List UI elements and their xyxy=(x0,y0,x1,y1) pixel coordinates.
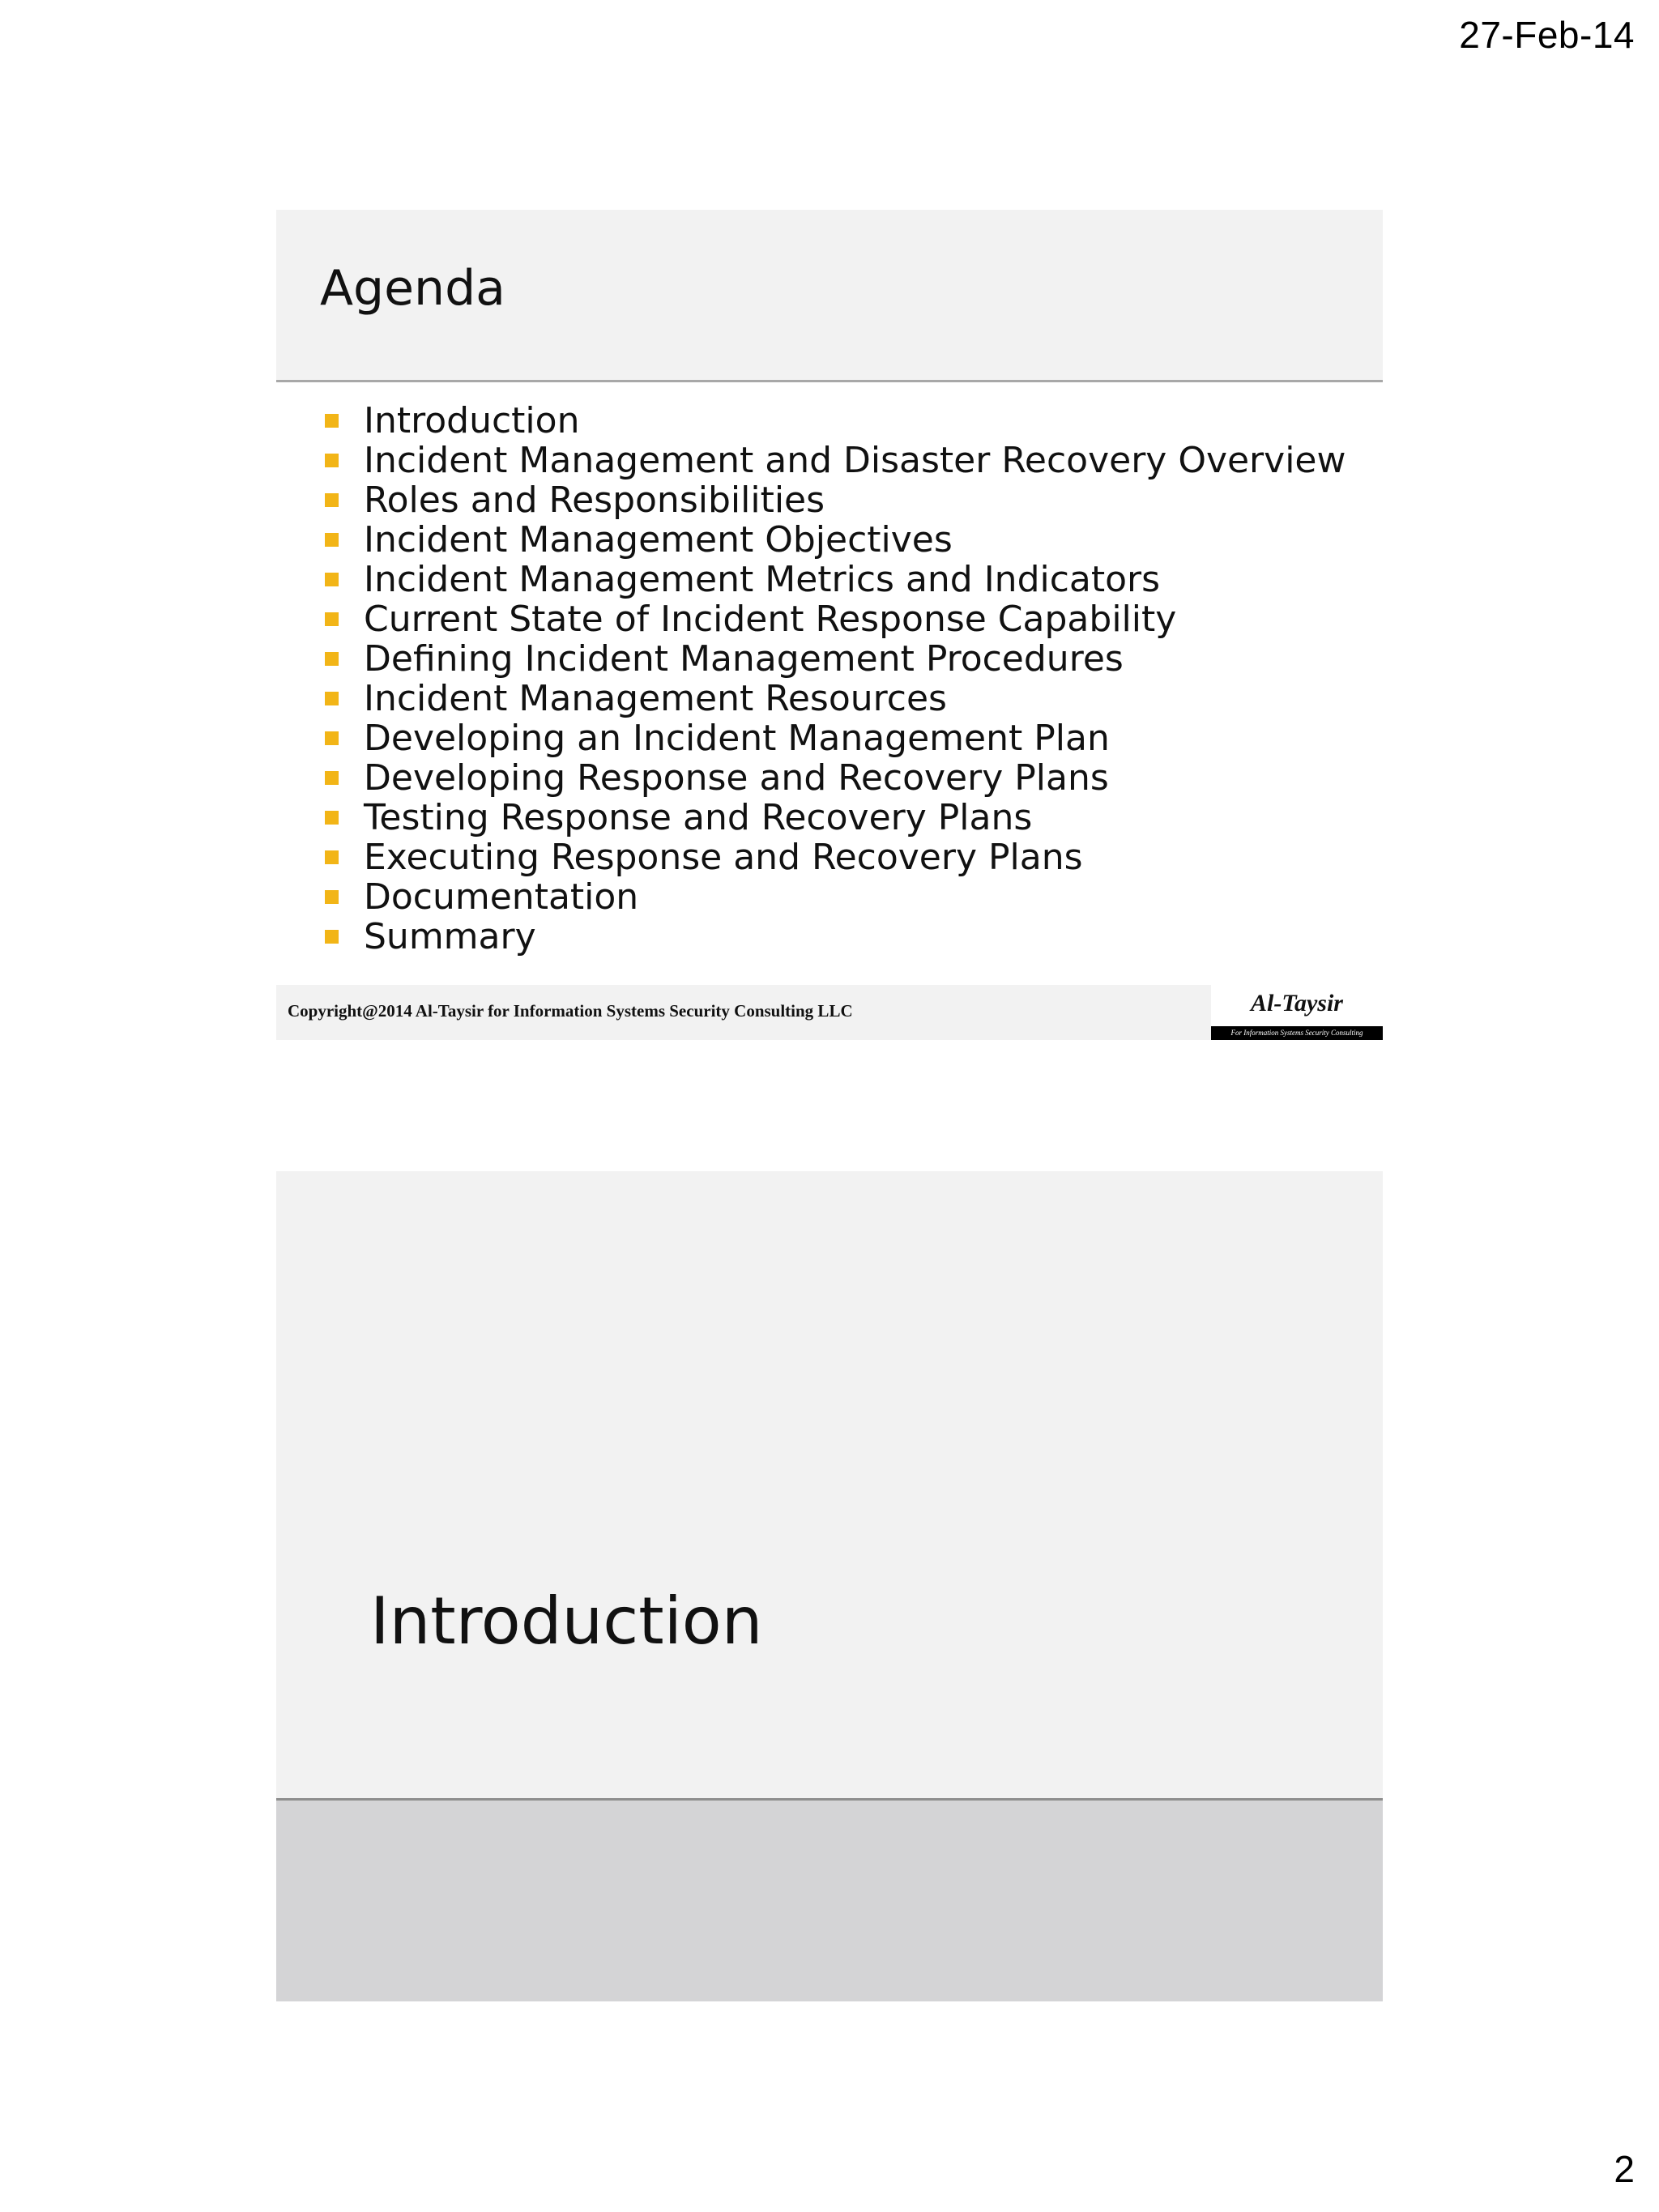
agenda-item xyxy=(325,837,1346,877)
agenda-item xyxy=(325,758,1346,798)
agenda-item xyxy=(325,560,1346,599)
title-band xyxy=(276,210,1383,382)
agenda-item-label: Incident Management Metrics and Indicators xyxy=(364,559,1161,600)
agenda-item-label: Introduction xyxy=(364,400,580,441)
agenda-item-label: Current State of Incident Response Capability xyxy=(364,599,1177,640)
agenda-item-label: Incident Management Objectives xyxy=(364,519,953,560)
agenda-item-label: Incident Management and Disaster Recovery Overview xyxy=(364,440,1346,481)
logo-name: Al-Taysir xyxy=(1251,990,1343,1016)
agenda-item-label: Developing an Incident Management Plan xyxy=(364,718,1110,759)
agenda-item xyxy=(325,718,1346,758)
company-logo xyxy=(1211,985,1383,1040)
bullet-square-icon xyxy=(325,533,339,547)
copyright-text: Copyright@2014 Al-Taysir for Information Systems Security Consulting LLC xyxy=(288,1001,853,1021)
agenda-item xyxy=(325,798,1346,837)
agenda-item-label: Developing Response and Recovery Plans xyxy=(364,757,1109,799)
agenda-item-label: Summary xyxy=(364,916,536,957)
bullet-square-icon xyxy=(325,414,339,428)
agenda-list xyxy=(325,401,1346,957)
agenda-slide xyxy=(276,210,1383,1040)
agenda-item-label: Documentation xyxy=(364,876,639,918)
agenda-item xyxy=(325,599,1346,639)
logo-tagline: For Information Systems Security Consulting xyxy=(1211,1026,1383,1040)
bullet-square-icon xyxy=(325,771,339,785)
agenda-item-label: Incident Management Resources xyxy=(364,678,947,719)
bullet-square-icon xyxy=(325,731,339,745)
page-date: 27-Feb-14 xyxy=(1459,14,1635,56)
bullet-square-icon xyxy=(325,573,339,586)
bullet-square-icon xyxy=(325,930,339,944)
bullet-square-icon xyxy=(325,652,339,666)
agenda-item-label: Roles and Responsibilities xyxy=(364,479,825,521)
agenda-item xyxy=(325,441,1346,480)
bullet-square-icon xyxy=(325,811,339,825)
bullet-square-icon xyxy=(325,612,339,626)
bullet-square-icon xyxy=(325,454,339,467)
bullet-square-icon xyxy=(325,493,339,507)
agenda-item xyxy=(325,679,1346,718)
agenda-item xyxy=(325,877,1346,917)
agenda-item xyxy=(325,401,1346,441)
agenda-item-label: Executing Response and Recovery Plans xyxy=(364,837,1083,878)
bullet-square-icon xyxy=(325,692,339,705)
agenda-item xyxy=(325,639,1346,679)
section-title: Introduction xyxy=(370,1583,763,1659)
agenda-item xyxy=(325,480,1346,520)
agenda-item-label: Testing Response and Recovery Plans xyxy=(364,797,1033,838)
slide-title: Agenda xyxy=(320,260,505,317)
section-slide xyxy=(276,1171,1383,2001)
page-number: 2 xyxy=(1614,2148,1635,2190)
bullet-square-icon xyxy=(325,850,339,864)
slide-footer xyxy=(276,985,1383,1040)
agenda-item-label: Defining Incident Management Procedures xyxy=(364,638,1124,680)
agenda-item xyxy=(325,520,1346,560)
bullet-square-icon xyxy=(325,890,339,904)
bottom-band xyxy=(276,1798,1383,2001)
agenda-item xyxy=(325,917,1346,957)
